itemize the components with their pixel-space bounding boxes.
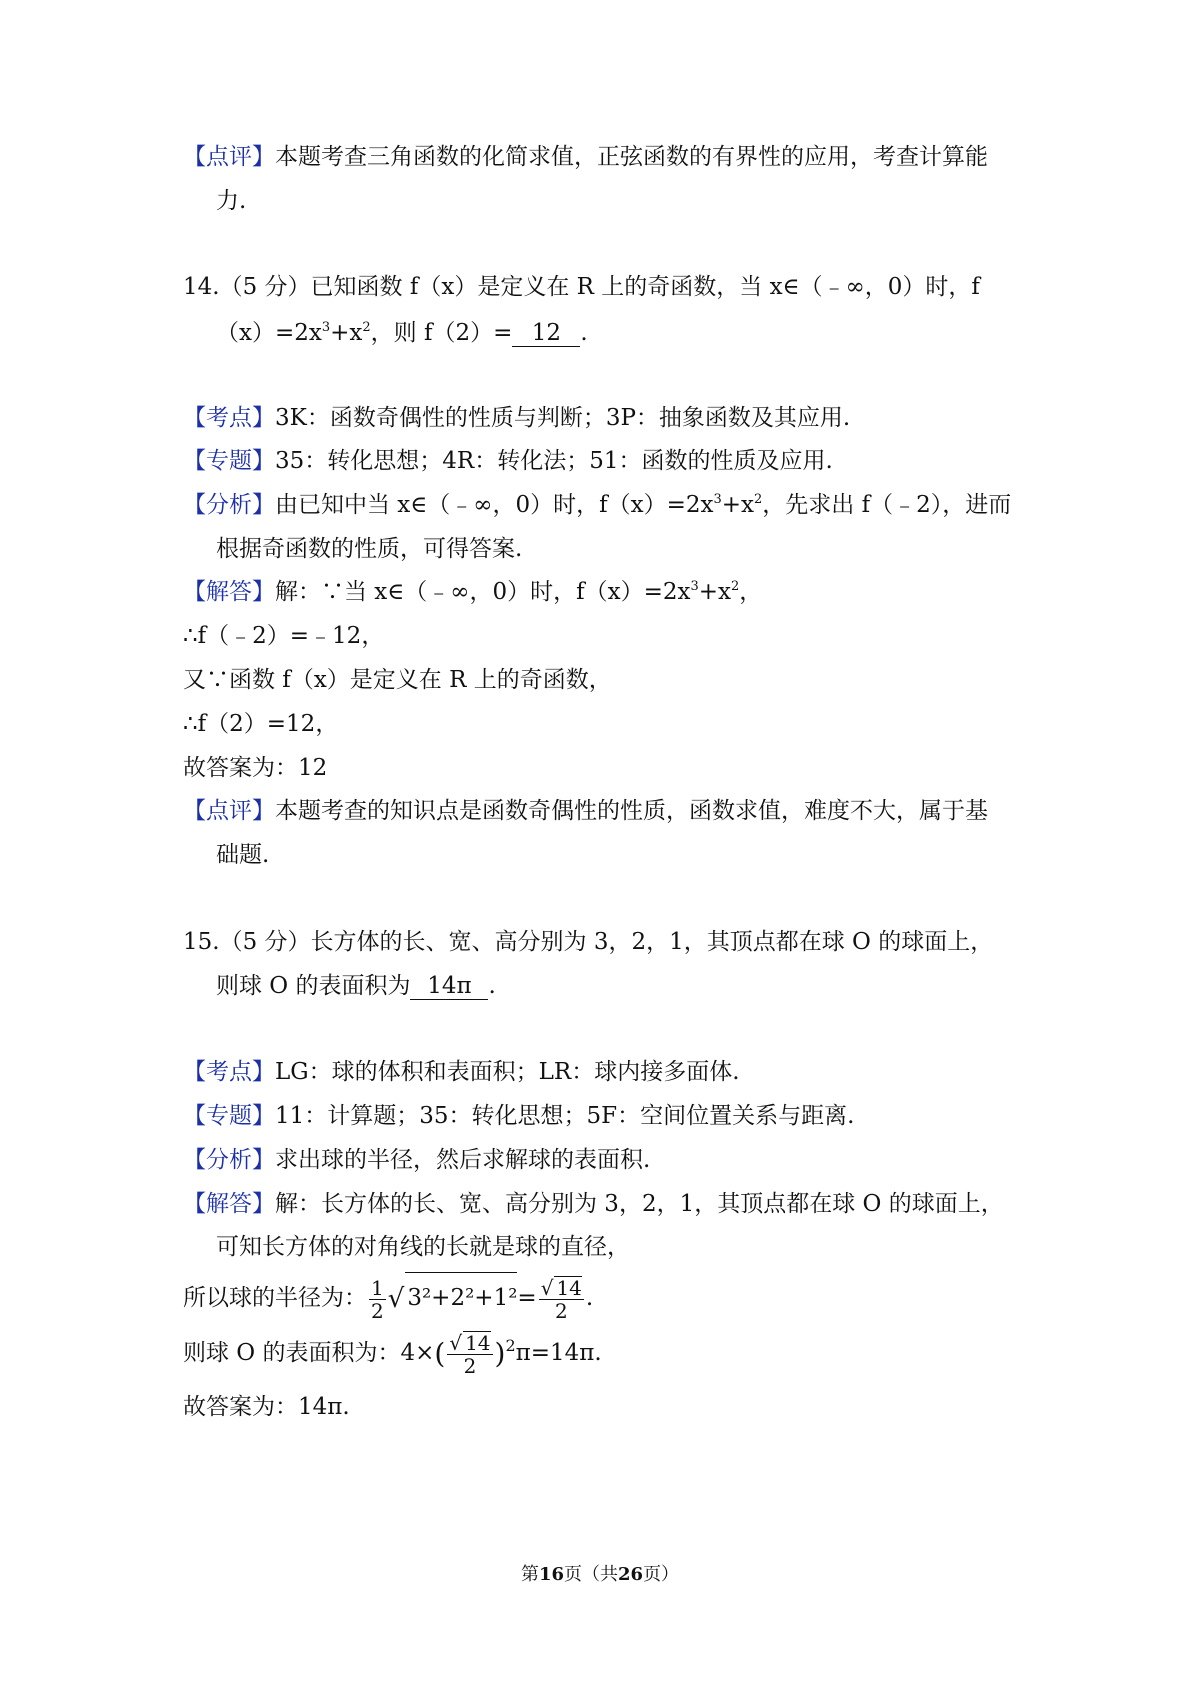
q15-fenxi (183, 1145, 650, 1175)
kaodian-tag: 【考点】 (183, 405, 275, 431)
fenxi-text-2: 根据奇函数的性质，可得答案. (216, 536, 523, 562)
kaodian-text: LG：球的体积和表面积；LR：球内接多面体. (275, 1059, 740, 1085)
superscript: 3 (690, 579, 699, 594)
zhuanti-text: 35：转化思想；4R：转化法；51：函数的性质及应用. (275, 448, 833, 474)
frac-denominator: 2 (463, 1354, 477, 1378)
q15-stem-line-1: 15.（5 分）长方体的长、宽、高分别为 3，2，1，其顶点都在球 O 的球面上， (183, 929, 994, 955)
q14-kaodian (183, 403, 850, 433)
superscript: 2 (731, 579, 740, 594)
fenxi-text: ，先求出 f（﹣2），进而 (762, 492, 1012, 518)
superscript: 2 (362, 320, 371, 335)
superscript: 3 (713, 492, 722, 507)
zhuanti-tag: 【专题】 (183, 1103, 275, 1129)
q15-stem-line-2 (216, 971, 496, 1001)
q14-zhuanti (183, 446, 833, 476)
jieda-tag: 【解答】 (183, 1191, 275, 1217)
superscript: 2 (754, 492, 763, 507)
radius-end: . (585, 1285, 594, 1311)
comment-tag: 【点评】 (183, 144, 275, 170)
q15-jieda-line-1 (183, 1189, 1004, 1219)
page-footer (0, 1563, 1200, 1587)
q15-answer-blank: 14π (410, 973, 488, 1000)
q14-stem-text: 14.（5 分）已知函数 f（x）是定义在 R 上的奇函数，当 x∈（﹣∞，0）时，f (183, 274, 980, 300)
fenxi-tag: 【分析】 (183, 1147, 275, 1173)
q15-kaodian (183, 1057, 740, 1087)
equals-sign: = (517, 1285, 537, 1311)
superscript: 2 (505, 1336, 516, 1355)
jieda-text: 解：长方体的长、宽、高分别为 3，2，1，其顶点都在球 O 的球面上， (275, 1191, 1004, 1217)
zhuanti-text: 11：计算题；35：转化思想；5F：空间位置关系与距离. (275, 1103, 855, 1129)
radius-label: 所以球的半径为： (183, 1285, 367, 1311)
q14-jieda-line-4: ∴f（2）=12， (183, 711, 339, 737)
footer-text: 第 (520, 1564, 539, 1585)
q15-zhuanti (183, 1101, 854, 1131)
q14-stem-end: . (580, 320, 588, 346)
q14-jieda-line-1 (183, 577, 762, 607)
q14-fenxi-line-1 (183, 490, 1011, 520)
fraction-sqrt14-over-2 (447, 1331, 492, 1377)
q15-stem-text: 则球 O 的表面积为 (216, 973, 411, 999)
q14-stem-part: ，则 f（2）= (370, 320, 513, 346)
dianping-tag: 【点评】 (183, 798, 275, 824)
q14-dianping-line-1 (183, 796, 988, 826)
total-pages: 26 (618, 1564, 644, 1585)
q14-jieda-line-3: 又∵函数 f（x）是定义在 R 上的奇函数， (183, 667, 612, 693)
frac-numerator: 1 (371, 1275, 384, 1300)
zhuanti-tag: 【专题】 (183, 448, 275, 474)
q14-jieda-line-2: ∴f（﹣2）=﹣12， (183, 623, 385, 649)
fraction-sqrt14-over-2 (539, 1276, 584, 1322)
fenxi-text: +x (721, 492, 754, 518)
right-paren: ) (494, 1337, 506, 1370)
fenxi-text: 由已知中当 x∈（﹣∞，0）时，f（x）=2x (275, 492, 714, 518)
q15-jieda-line-2: 可知长方体的对角线的长就是球的直径， (216, 1234, 630, 1260)
radicand: 14 (556, 1276, 582, 1300)
footer-text: 页） (643, 1564, 680, 1585)
q15-stem-end: . (488, 973, 496, 999)
left-paren: ( (434, 1337, 446, 1370)
prev-comment-text-2: 力. (216, 188, 247, 214)
radicand: 3²+2²+1² (405, 1272, 517, 1323)
jieda-text: +x (698, 579, 731, 605)
fraction-one-half (369, 1277, 386, 1322)
frac-denominator: 2 (371, 1298, 384, 1323)
prev-comment-line-2 (216, 186, 246, 216)
sqrt-icon: √ (449, 1331, 463, 1355)
q14-stem-part: +x (330, 320, 363, 346)
q15-final-answer: 故答案为：14π. (183, 1394, 350, 1420)
sqrt-icon: √ (387, 1284, 405, 1314)
footer-text: 页（共 (564, 1564, 618, 1585)
radicand: 14 (465, 1331, 491, 1355)
jieda-tag: 【解答】 (183, 579, 275, 605)
q14-stem-line-1 (183, 272, 980, 302)
frac-numerator (447, 1331, 492, 1355)
area-label: 则球 O 的表面积为：4× (183, 1340, 435, 1366)
fenxi-text: 求出球的半径，然后求解球的表面积. (275, 1147, 651, 1173)
q14-stem-line-2 (216, 318, 588, 348)
q14-jieda-line-5: 故答案为：12 (183, 755, 328, 781)
jieda-text: 解：∵当 x∈（﹣∞，0）时，f（x）=2x (275, 579, 691, 605)
q14-stem-part: （x）=2x (216, 320, 322, 346)
superscript: 3 (321, 320, 331, 335)
page-number: 16 (538, 1564, 564, 1585)
jieda-text: ， (739, 579, 763, 605)
fenxi-tag: 【分析】 (183, 492, 275, 518)
q15-radius-line (183, 1272, 593, 1324)
q14-answer-blank: 12 (512, 320, 580, 347)
q14-fenxi-line-2 (216, 534, 522, 564)
frac-denominator: 2 (554, 1299, 568, 1323)
prev-comment-text: 本题考查三角函数的化简求值，正弦函数的有界性的应用，考查计算能 (275, 144, 988, 170)
kaodian-text: 3K：函数奇偶性的性质与判断；3P：抽象函数及其应用. (275, 405, 851, 431)
sqrt-icon: √ (540, 1276, 554, 1300)
frac-numerator (539, 1276, 584, 1300)
q15-area-line (183, 1328, 602, 1379)
kaodian-tag: 【考点】 (183, 1059, 275, 1085)
area-end: π=14π. (515, 1340, 602, 1366)
dianping-text: 本题考查的知识点是函数奇偶性的性质，函数求值，难度不大，属于基 (275, 798, 988, 824)
prev-comment-line-1 (183, 142, 988, 172)
q14-dianping-line-2: 础题. (216, 842, 270, 868)
